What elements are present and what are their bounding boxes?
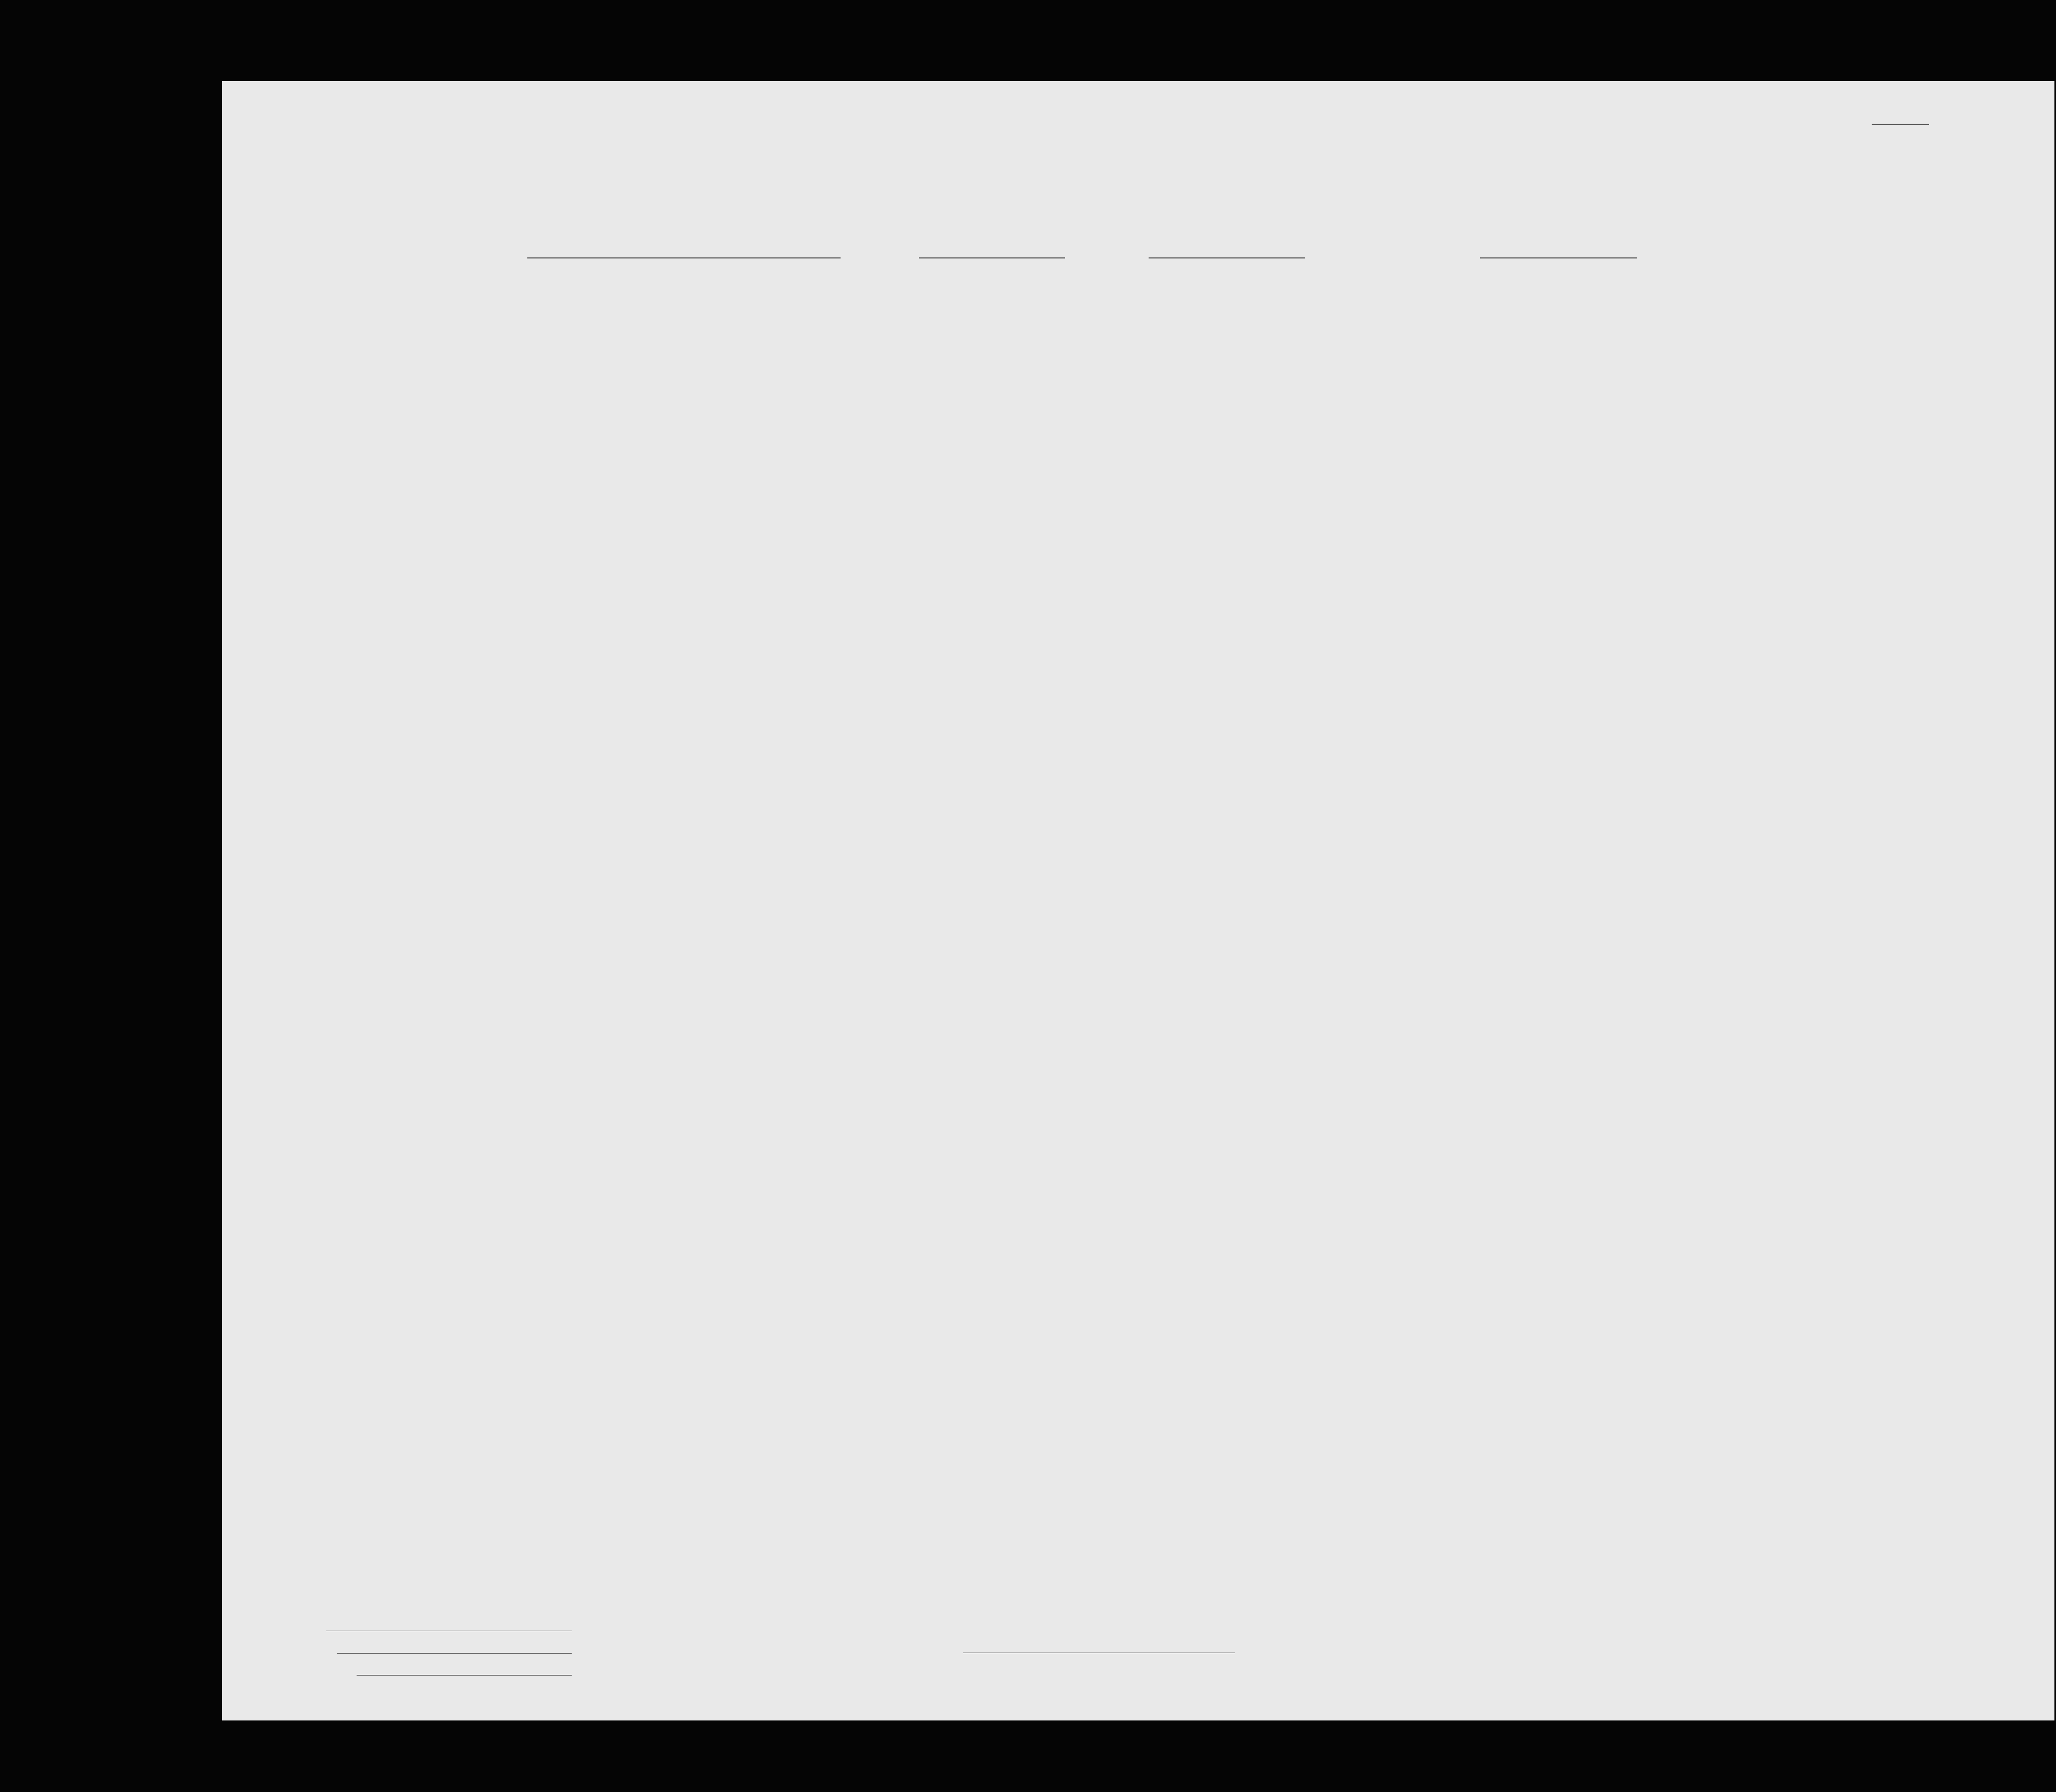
arrival-month [1149,257,1305,258]
owners-underline [337,1653,572,1654]
agents-underline [357,1675,572,1676]
manifest-sheet [222,81,2054,1720]
vessel-name [527,257,841,258]
from-port [1480,257,1637,258]
sheet-number [1872,124,1929,125]
arrival-port [919,257,1065,258]
